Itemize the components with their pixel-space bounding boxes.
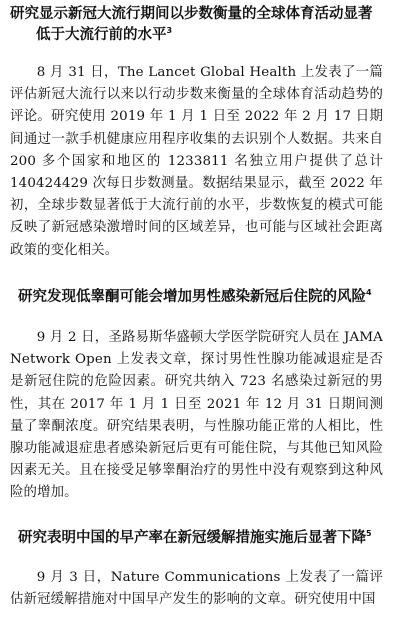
section-body-physical-activity: 8 月 31 日，The Lancet Global Health 上发表了一篇评估新冠大流行以来以行动步数来衡量的全球体育活动趋势的评论。研究使用 2019 年 1 月 1 日至 2022 年 2 月 17 日期间通过一款手机健康应用程序收集的去识别个人数据。共来自 200 多个国家和地区的 1233811 名独立用户提供了总计 140424429 次每日步数测量。数据结果显示，截至 2022 年初，全球步数显著低于大流行前的水平，步数恢复的模式可能反映了新冠感染激增时间的区域差异，也可能与区域社会距离政策的变化相关。 [10,65,383,258]
section-heading-line2 [10,25,382,46]
section-heading-testosterone [18,287,390,308]
reference-marker: 5 [366,529,372,539]
reference-marker: 4 [366,288,372,298]
reference-marker: 3 [166,26,173,36]
section-heading-line1: 研究显示新冠大流行期间以步数衡量的全球体育活动显著 [10,6,373,22]
section-body-preterm-birth: 9 月 3 日，Nature Communications 上发表了一篇评估新冠缓解措施对中国早产发生的影响的文章。研究使用中国 [10,570,383,608]
section-heading-text: 研究发现低睾酮可能会增加男性感染新冠后住院的风险 [18,289,366,305]
section-heading-physical-activity [10,4,382,46]
section-heading-text: 研究表明中国的早产率在新冠缓解措施实施后显著下降 [18,530,366,546]
section-heading-preterm-birth [18,528,390,549]
section-heading-line2-text: 低于大流行前的水平 [36,27,167,43]
section-body-testosterone: 9 月 2 日，圣路易斯华盛顿大学医学院研究人员在 JAMA Network Open 上发表文章，探讨男性性腺功能减退症是否是新冠住院的危险因素。研究共纳入 723 名感染过新冠的男性，其在 2017 年 1 月 1 日至 2021 年 12 月 31 日期间测量了睾酮浓度。研究结果表明，与性腺功能正常的人相比，性腺功能减退症患者感染新冠后更有可能住院，与其他已知风险因素无关。且在接受足够睾酮治疗的男性中没有观察到这种风险的增加。 [10,330,383,501]
